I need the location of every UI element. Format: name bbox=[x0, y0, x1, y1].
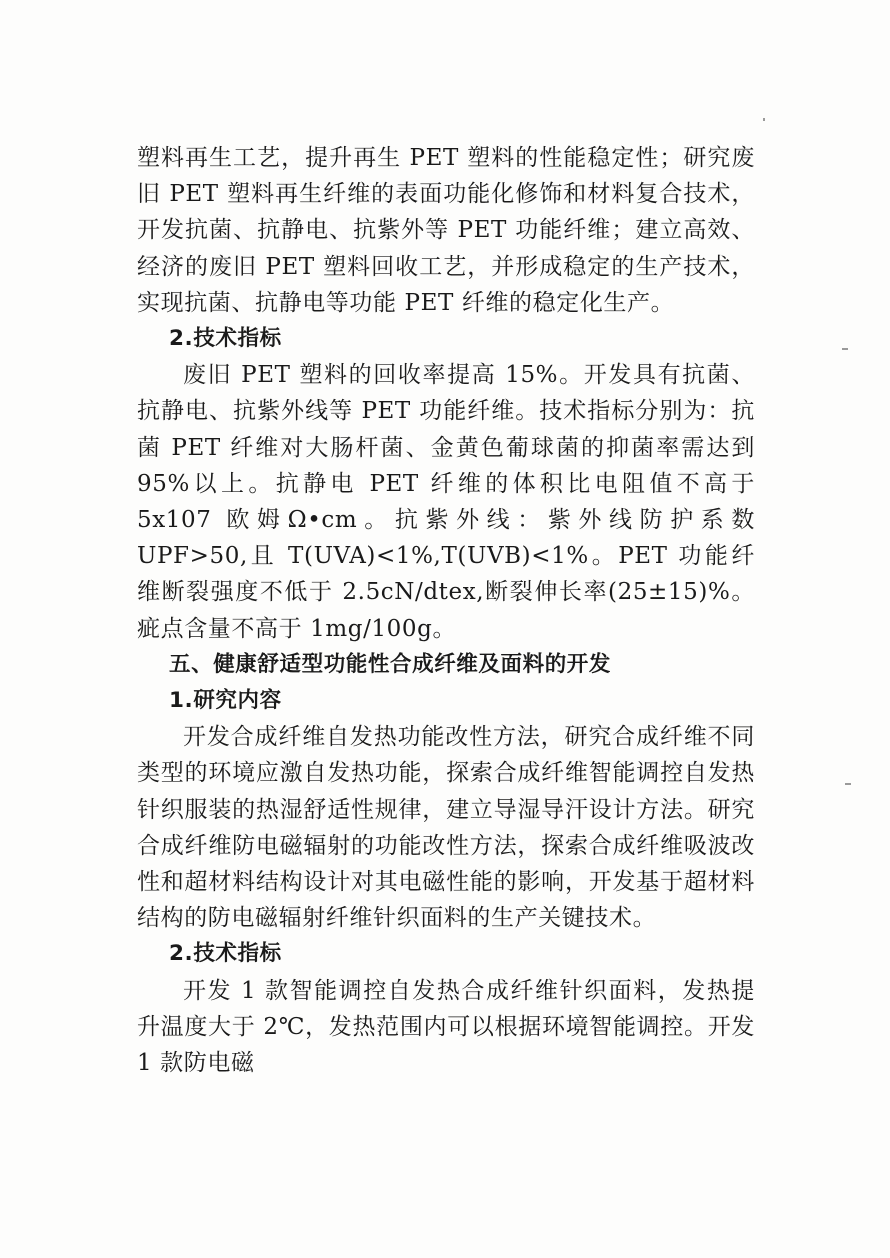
heading-technical-indicators-2: 2.技术指标 bbox=[169, 941, 282, 967]
heading-research-content: 1.研究内容 bbox=[169, 688, 282, 714]
paragraph-heating-fabric-indicators: 开发 1 款智能调控自发热合成纤维针织面料，发热提升温度大于 2℃，发热范围内可以根据环境智能调控。开发 1 款防电磁 bbox=[137, 977, 755, 1077]
section-heading-comfort-fibers: 五、健康舒适型功能性合成纤维及面料的开发 bbox=[169, 651, 612, 677]
heading-technical-indicators-1: 2.技术指标 bbox=[169, 326, 282, 352]
scan-speck bbox=[842, 348, 848, 350]
scan-speck bbox=[763, 118, 765, 121]
scan-speck bbox=[845, 783, 851, 785]
paragraph-research-content: 开发合成纤维自发热功能改性方法，研究合成纤维不同类型的环境应激自发热功能，探索合成纤维智能调控自发热针织服装的热湿舒适性规律，建立导湿导汗设计方法。研究合成纤维防电磁辐射的功能改性方法，探索合成纤维吸波改性和超材料结构设计对其电磁性能的影响，开发基于超材料结构的防电磁辐射纤维针织面料的生产关键技术。 bbox=[137, 724, 755, 932]
paragraph-pet-recycling-process: 塑料再生工艺，提升再生 PET 塑料的性能稳定性；研究废旧 PET 塑料再生纤维的表面功能化修饰和材料复合技术，开发抗菌、抗静电、抗紫外等 PET 功能纤维；建立高效、经济的废旧 PET 塑料回收工艺，并形成稳定的生产技术，实现抗菌、抗静电等功能 PET 纤维的稳定化生产。 bbox=[137, 145, 755, 316]
document-body bbox=[137, 140, 755, 1081]
paragraph-pet-technical-indicators: 废旧 PET 塑料的回收率提高 15%。开发具有抗菌、抗静电、抗紫外线等 PET 功能纤维。技术指标分别为：抗菌 PET 纤维对大肠杆菌、金黄色葡球菌的抑菌率需达到 95%以上。抗静电 PET 纤维的体积比电阻值不高于 5x107 欧姆Ω•cm。抗紫外线：紫外线防护系数 UPF>50,且 T(UVA)<1%,T(UVB)<1%。PET 功能纤维断裂强度不低于 2.5cN/dtex,断裂伸长率(25±15)%。疵点含量不高于 1mg/100g。 bbox=[137, 362, 755, 642]
